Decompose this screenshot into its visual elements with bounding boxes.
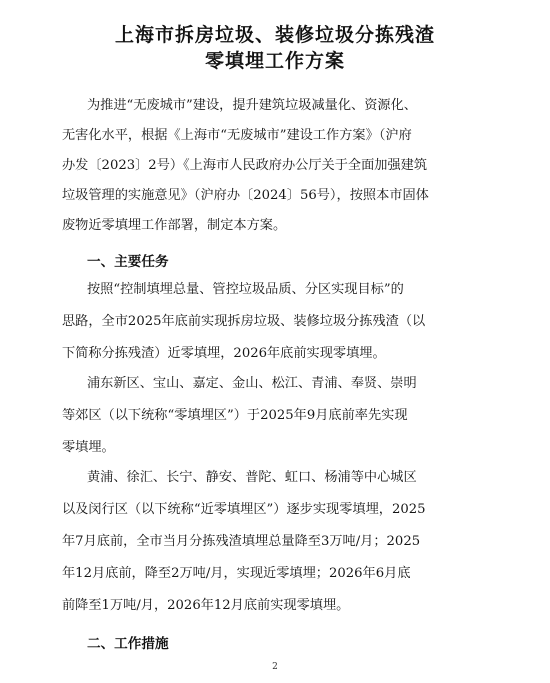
paragraph-3-line-1: 浦东新区、宝山、嘉定、金山、松江、青浦、奉贤、崇明 [87,376,417,391]
paragraph-1-line-1: 为推进“无废城市”建设，提升建筑垃圾减量化、资源化、 [87,98,417,113]
paragraph-1-line-5: 废物近零填埋工作部署，制定本方案。 [62,218,287,233]
paragraph-2-line-2: 思路，全市2025年底前实现拆房垃圾、装修垃圾分拣残渣（以 [62,314,426,329]
paragraph-3-line-2: 等郊区（以下统称“零填埋区”）于2025年9月底前率先实现 [62,408,408,423]
paragraph-2-line-1: 按照“控制填埋总量、管控垃圾品质、分区实现目标”的 [87,282,404,297]
paragraph-1-line-3: 办发〔2023〕2号）《上海市人民政府办公厅关于全面加强建筑 [62,158,428,173]
paragraph-4-line-1: 黄浦、徐汇、长宁、静安、普陀、虹口、杨浦等中心城区 [87,470,417,485]
document-title-line-2: 零填埋工作方案 [204,50,345,72]
paragraph-4-line-3: 年7月底前，全市当月分拣残渣填埋总量降至3万吨/月；2025 [62,534,421,549]
paragraph-1-line-4: 垃圾管理的实施意见》（沪府办〔2024〕56号），按照本市固体 [62,188,429,203]
paragraph-4-line-5: 前降至1万吨/月，2026年12月底前实现零填埋。 [62,598,350,613]
paragraph-4-line-2: 以及闵行区（以下统称“近零填埋区”）逐步实现零填埋，2025 [62,502,426,517]
document-title-line-1: 上海市拆房垃圾、装修垃圾分拣残渣 [114,24,435,46]
paragraph-1-line-2: 无害化水平，根据《上海市“无废城市”建设工作方案》（沪府 [62,128,412,143]
section-heading-1: 一、主要任务 [87,254,169,270]
paragraph-3-line-3: 零填埋。 [62,440,115,455]
section-heading-2: 二、工作措施 [87,636,169,652]
page-number: 2 [272,662,278,672]
paragraph-4-line-4: 年12月底前，降至2万吨/月，实现近零填埋；2026年6月底 [62,566,411,581]
paragraph-2-line-3: 下简称分拣残渣）近零填埋，2026年底前实现零填埋。 [62,346,386,361]
